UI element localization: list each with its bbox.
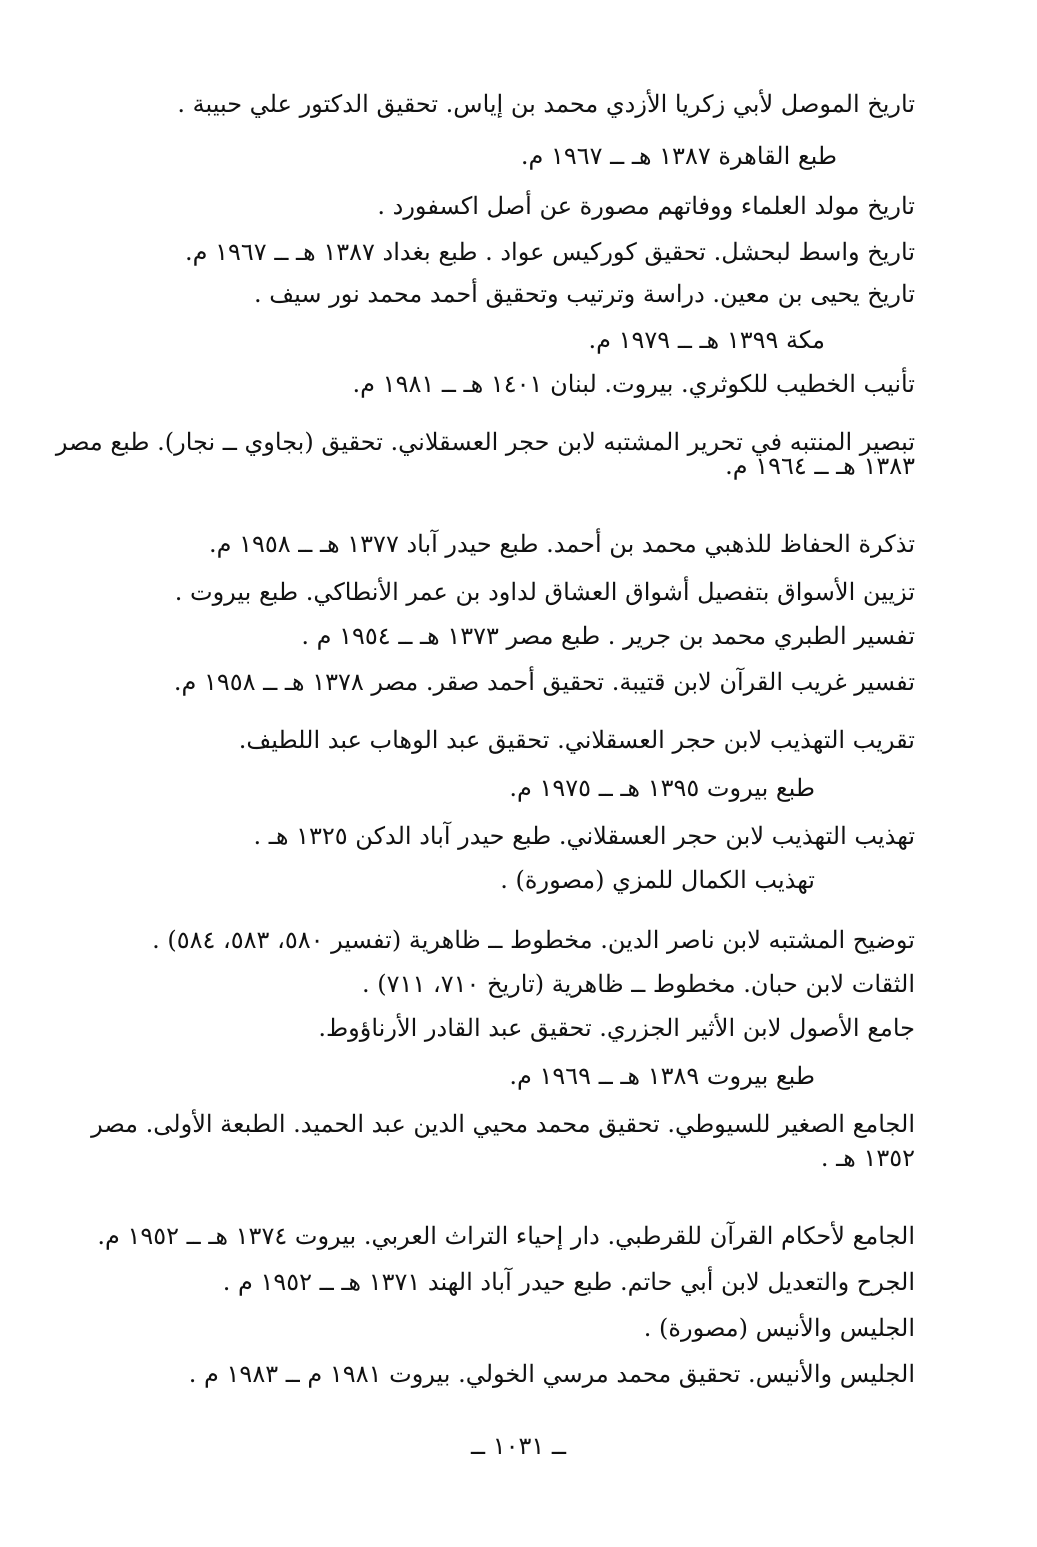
entry-line: تفسير غريب القرآن لابن قتيبة. تحقيق أحمد صقر. مصر ١٣٧٨ هـ ــ ١٩٥٨ م. — [173, 668, 915, 696]
entry-line: تهذيب الكمال للمزي (مصورة) . — [500, 866, 815, 894]
entry-line: ١٣٨٣ هـ ــ ١٩٦٤ م. — [725, 452, 915, 480]
entry-line: طبع بيروت ١٣٩٥ هـ ــ ١٩٧٥ م. — [509, 774, 815, 802]
entry-line: تأنيب الخطيب للكوثري. بيروت. لبنان ١٤٠١ هـ ــ ١٩٨١ م. — [352, 370, 915, 398]
entry-line: ١٣٥٢ هـ . — [820, 1144, 915, 1172]
entry-line: تاريخ يحيى بن معين. دراسة وترتيب وتحقيق أحمد محمد نور سيف . — [254, 280, 915, 308]
entry-line: الجامع الصغير للسيوطي. تحقيق محمد محيي الدين عبد الحميد. الطبعة الأولى. مصر — [91, 1110, 915, 1138]
entry-line: توضيح المشتبه لابن ناصر الدين. مخطوط ــ ظاهرية (تفسير ٥٨٠، ٥٨٣، ٥٨٤) . — [152, 926, 915, 954]
entry-line: تقريب التهذيب لابن حجر العسقلاني. تحقيق عبد الوهاب عبد اللطيف. — [238, 726, 915, 754]
entry-line: الجليس والأنيس. تحقيق محمد مرسي الخولي. بيروت ١٩٨١ م ــ ١٩٨٣ م . — [188, 1360, 915, 1388]
entry-line: تاريخ مولد العلماء ووفاتهم مصورة عن أصل اكسفورد . — [377, 192, 915, 220]
entry-line: طبع بيروت ١٣٨٩ هـ ــ ١٩٦٩ م. — [509, 1062, 815, 1090]
entry-line: طبع القاهرة ١٣٨٧ هـ ــ ١٩٦٧ م. — [520, 142, 837, 170]
entry-line: تذكرة الحفاظ للذهبي محمد بن أحمد. طبع حيدر آباد ١٣٧٧ هـ ــ ١٩٥٨ م. — [208, 530, 915, 558]
entry-line: تفسير الطبري محمد بن جرير . طبع مصر ١٣٧٣ هـ ــ ١٩٥٤ م . — [301, 622, 915, 650]
entry-line: تهذيب التهذيب لابن حجر العسقلاني. طبع حيدر آباد الدكن ١٣٢٥ هـ . — [253, 822, 915, 850]
entry-line: تاريخ الموصل لأبي زكريا الأزدي محمد بن إياس. تحقيق الدكتور علي حبيبة . — [177, 90, 915, 118]
entry-line: مكة ١٣٩٩ هـ ــ ١٩٧٩ م. — [588, 326, 825, 354]
entry-line: تبصير المنتبه في تحرير المشتبه لابن حجر العسقلاني. تحقيق (بجاوي ــ نجار). طبع مصر — [55, 428, 915, 456]
entry-line: تاريخ واسط لبحشل. تحقيق كوركيس عواد . طبع بغداد ١٣٨٧ هـ ــ ١٩٦٧ م. — [185, 238, 915, 266]
entry-line: الثقات لابن حبان. مخطوط ــ ظاهرية (تاريخ ٧١٠، ٧١١) . — [362, 970, 915, 998]
entry-line: تزيين الأسواق بتفصيل أشواق العشاق لداود بن عمر الأنطاكي. طبع بيروت . — [174, 578, 915, 606]
entry-line: الجليس والأنيس (مصورة) . — [643, 1314, 915, 1342]
page-number: ــ ١٠٣١ ــ — [471, 1432, 566, 1460]
entry-line: جامع الأصول لابن الأثير الجزري. تحقيق عبد القادر الأرناؤوط. — [318, 1014, 915, 1042]
entry-line: الجرح والتعديل لابن أبي حاتم. طبع حيدر آباد الهند ١٣٧١ هـ ــ ١٩٥٢ م . — [222, 1268, 915, 1296]
entry-line: الجامع لأحكام القرآن للقرطبي. دار إحياء التراث العربي. بيروت ١٣٧٤ هـ ــ ١٩٥٢ م. — [97, 1222, 915, 1250]
